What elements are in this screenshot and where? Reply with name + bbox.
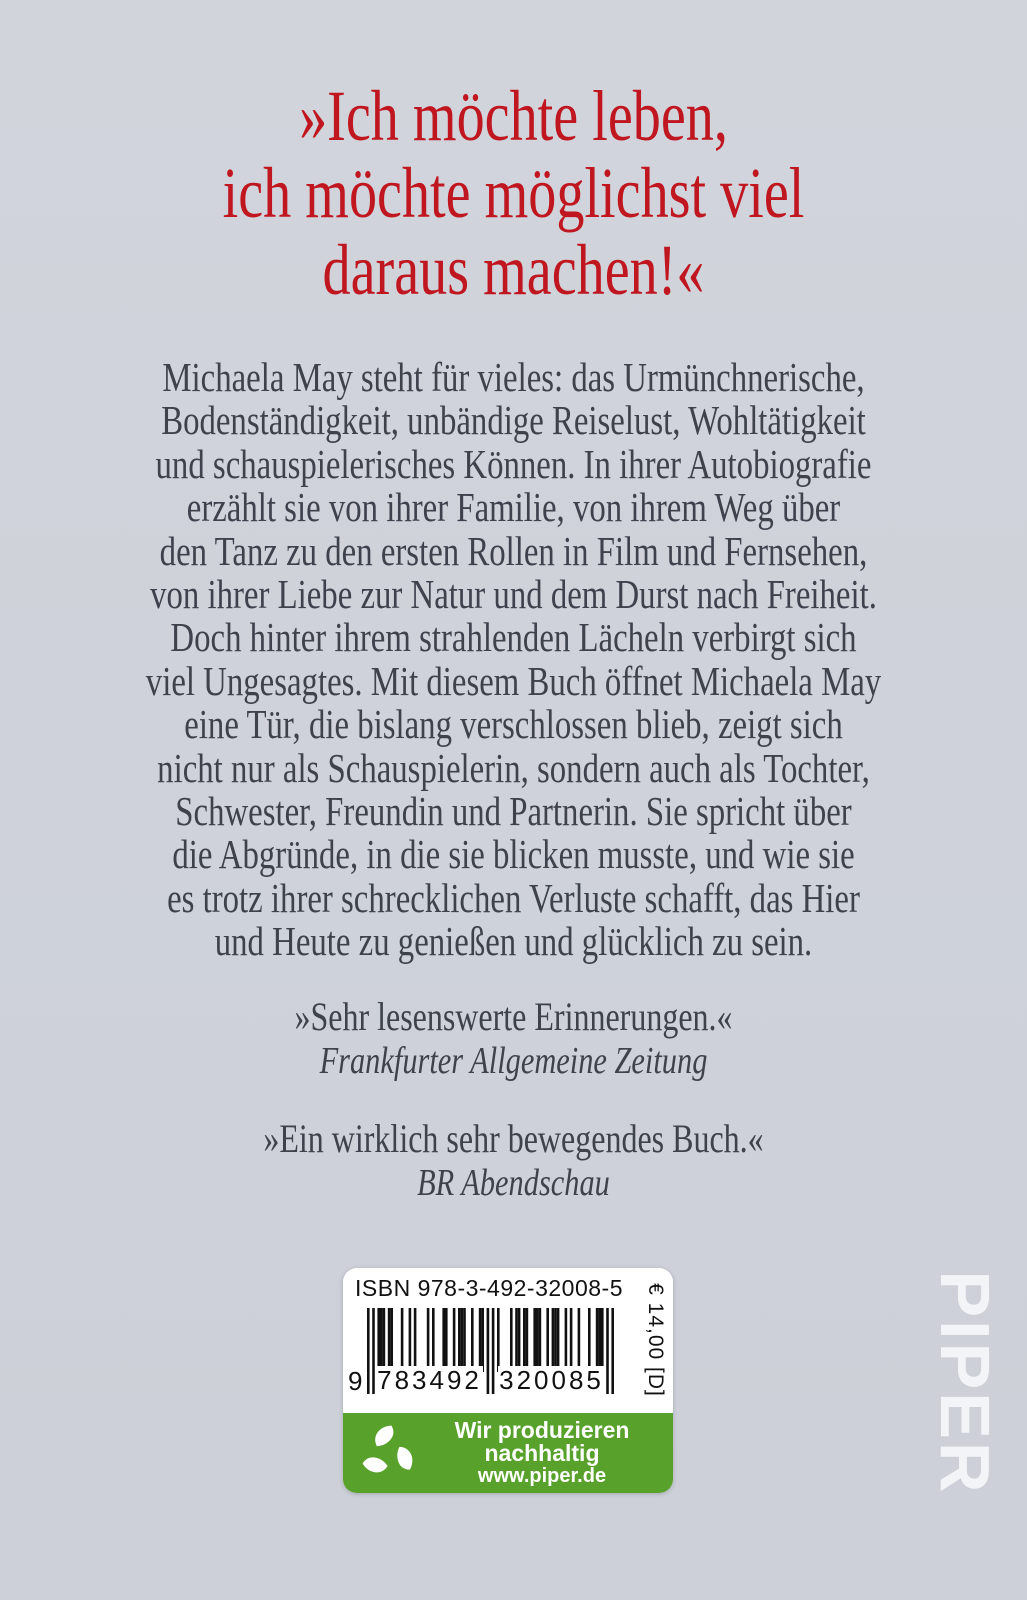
barcode-digit-group: 783492	[377, 1365, 482, 1395]
text-line: daraus machen!«	[322, 230, 705, 310]
press-review-br	[103, 1116, 925, 1206]
price-label: € 14,00 [D]	[644, 1283, 667, 1397]
blurb-text	[103, 356, 925, 964]
eco-line: Wir produzieren	[454, 1417, 630, 1443]
text-line: eine Tür, die bislang verschlossen blieb, zeigt sich	[184, 701, 843, 748]
text-line: Bodenständigkeit, unbändige Reiselust, Wohltätigkeit	[161, 397, 866, 444]
publisher-logo: PIPER	[926, 1270, 1004, 1496]
text-line: den Tanz zu den ersten Rollen in Film und Fernsehen,	[159, 527, 868, 574]
press-review-faz	[103, 994, 925, 1084]
isbn-label: ISBN 978-3-492-32008-5	[355, 1275, 623, 1301]
barcode-digits	[348, 1365, 615, 1396]
text-line: und schauspielerisches Können. In ihrer Autobiografie	[155, 440, 872, 487]
text-line: Doch hinter ihrem strahlenden Lächeln verbirgt sich	[170, 614, 857, 661]
barcode-digit-lead: 9	[348, 1366, 363, 1396]
review-quote: »Sehr lesenswerte Erinnerungen.«	[294, 994, 733, 1039]
review-quote: »Ein wirklich sehr bewegendes Buch.«	[263, 1116, 764, 1161]
text-line: ich möchte möglichst viel	[222, 153, 805, 233]
review-source: Frankfurter Allgemeine Zeitung	[319, 1040, 708, 1082]
text-line: erzählt sie von ihrer Familie, von ihrem Weg über	[186, 484, 841, 531]
text-line: viel Ungesagtes. Mit diesem Buch öffnet Michaela May	[145, 657, 882, 704]
text-line: »Ich möchte leben,	[299, 76, 728, 156]
barcode-digit-group: 320085	[499, 1365, 604, 1395]
review-source: BR Abendschau	[417, 1162, 610, 1204]
text-line: es trotz ihrer schrecklichen Verluste schafft, das Hier	[167, 874, 860, 921]
text-line: Michaela May steht für vieles: das Urmünchnerische,	[162, 354, 865, 400]
headline-quote	[113, 78, 914, 309]
text-line: die Abgründe, in die sie blicken musste, und wie sie	[172, 831, 855, 878]
barcode-panel	[343, 1268, 673, 1413]
eco-badge	[343, 1413, 673, 1493]
text-line: und Heute zu genießen und glücklich zu sein.	[214, 918, 813, 965]
eco-line: nachhaltig	[484, 1440, 600, 1466]
eco-badge-text	[419, 1419, 665, 1487]
text-line: von ihrer Liebe zur Natur und dem Durst nach Freiheit.	[150, 571, 877, 618]
text-line: nicht nur als Schauspielerin, sondern auch als Tochter,	[157, 744, 870, 791]
eco-website: www.piper.de	[477, 1465, 607, 1487]
text-line: Schwester, Freundin und Partnerin. Sie spricht über	[175, 788, 852, 835]
ean13-barcode	[348, 1308, 615, 1396]
recycling-leaves-icon	[357, 1422, 419, 1484]
isbn-sticker	[343, 1268, 673, 1493]
